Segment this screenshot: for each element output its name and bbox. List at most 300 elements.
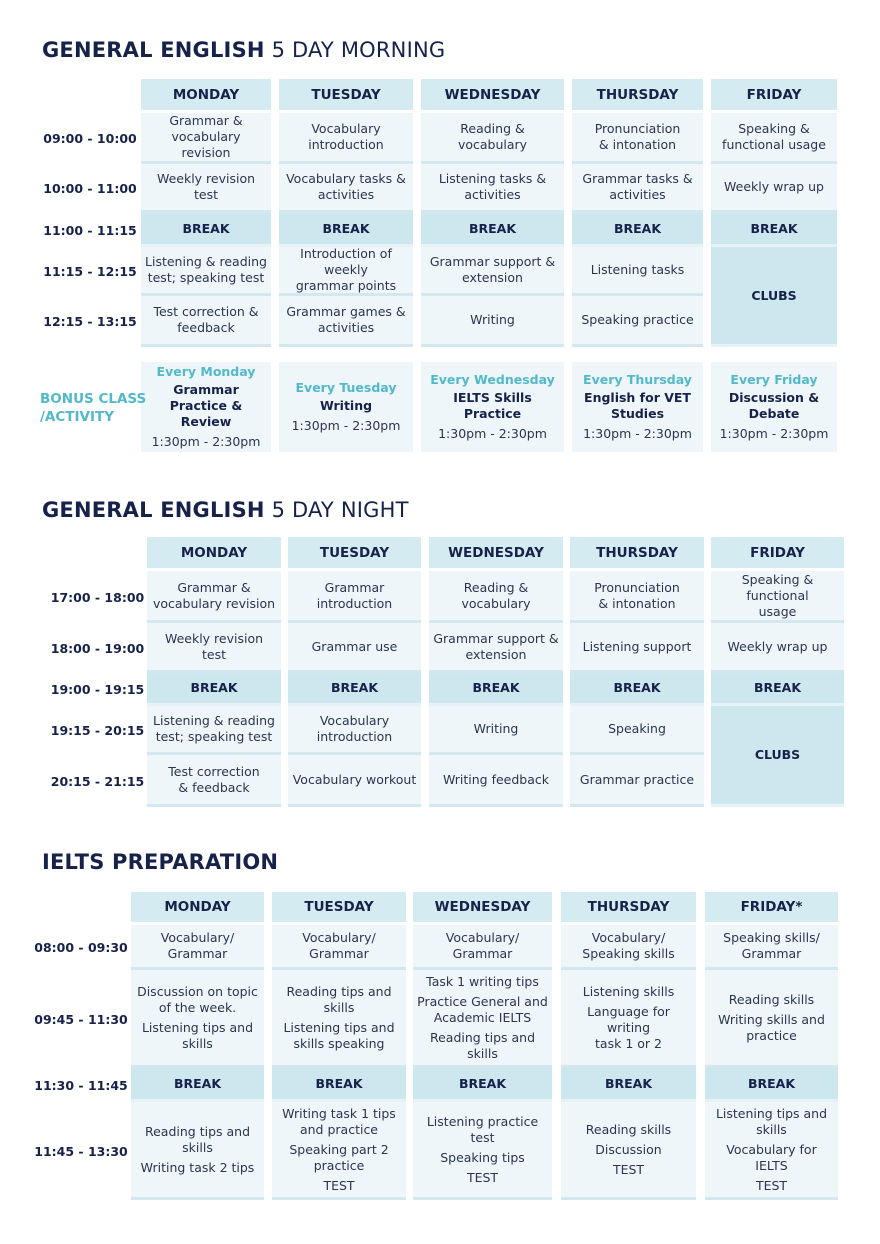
cell-text: vocabulary revision bbox=[152, 595, 276, 611]
cell-text: Language for writing bbox=[587, 1003, 670, 1035]
cell-text: English for VET bbox=[584, 390, 691, 405]
cell-text: FRIDAY bbox=[750, 544, 805, 561]
cell-text: BREAK bbox=[747, 1075, 796, 1091]
lesson-cell bbox=[131, 925, 264, 970]
cell-text: Writing bbox=[319, 398, 373, 413]
lesson-cell bbox=[279, 247, 413, 296]
cell-text: Speaking bbox=[608, 721, 666, 736]
day-header-friday bbox=[705, 892, 838, 925]
lesson-cell bbox=[279, 164, 413, 213]
cell-text: Grammar bbox=[167, 946, 228, 961]
lesson-cell bbox=[279, 113, 413, 164]
lesson-cell bbox=[288, 571, 421, 623]
cell-text: MONDAY bbox=[180, 544, 248, 561]
cell-text: & feedback bbox=[178, 779, 250, 795]
cell-item bbox=[289, 1142, 388, 1174]
cell-text: 1:30pm - 2:30pm bbox=[583, 426, 692, 441]
time-slot bbox=[36, 1102, 126, 1200]
bonus-class-cell bbox=[572, 362, 703, 452]
cell-text: 1:30pm - 2:30pm bbox=[151, 434, 261, 449]
cell-text: Writing task 2 tips bbox=[140, 1159, 255, 1175]
lesson-cell bbox=[705, 925, 838, 970]
section1-title-light: 5 DAY MORNING bbox=[271, 38, 446, 62]
cell-text: and practice bbox=[299, 1121, 379, 1137]
lesson-cell bbox=[413, 1102, 552, 1200]
time-slot bbox=[50, 571, 145, 623]
day-header-friday bbox=[711, 537, 844, 571]
cell-text: BREAK bbox=[322, 220, 370, 236]
break-cell bbox=[572, 213, 703, 247]
cell-text: Grammar support & bbox=[433, 630, 559, 646]
cell-item bbox=[282, 1106, 396, 1138]
day-header-thursday bbox=[572, 79, 703, 113]
cell-text: Weekly wrap up bbox=[727, 638, 828, 654]
lesson-cell bbox=[429, 706, 563, 755]
cell-text: Grammar & bbox=[177, 579, 251, 595]
lesson-cell bbox=[147, 755, 281, 807]
cell-text: 11:15 - 12:15 bbox=[43, 264, 137, 279]
lesson-cell bbox=[272, 1102, 406, 1200]
lesson-cell bbox=[705, 1102, 838, 1200]
cell-item bbox=[426, 974, 539, 990]
day-header-wednesday bbox=[421, 79, 564, 113]
section3-title-bold: IELTS PREPARATION bbox=[42, 850, 279, 874]
lesson-cell bbox=[141, 296, 271, 347]
break-cell bbox=[561, 1068, 696, 1102]
lesson-cell bbox=[711, 113, 837, 164]
lesson-cell bbox=[272, 970, 406, 1068]
cell-text: introduction bbox=[316, 729, 393, 744]
day-header-wednesday bbox=[429, 537, 563, 571]
cell-item bbox=[613, 1162, 644, 1178]
cell-text: Grammar games & bbox=[286, 304, 406, 319]
time-slot bbox=[50, 623, 145, 673]
cell-text: Pronunciation bbox=[594, 121, 681, 136]
lesson-cell bbox=[421, 247, 564, 296]
lesson-cell bbox=[561, 925, 696, 970]
cell-text: Test correction & bbox=[153, 304, 259, 319]
cell-text: BREAK bbox=[613, 680, 661, 695]
cell-text: TEST bbox=[755, 1177, 788, 1193]
lesson-cell bbox=[413, 970, 552, 1068]
cell-text: Every Thursday bbox=[583, 372, 692, 387]
cell-item bbox=[583, 984, 674, 1000]
cell-text: TUESDAY bbox=[319, 544, 390, 561]
cell-text: BREAK bbox=[190, 680, 238, 695]
lesson-cell bbox=[131, 1102, 264, 1200]
cell-text: Listening tasks & bbox=[438, 171, 547, 186]
cell-text: test bbox=[193, 187, 218, 202]
cell-text: Pronunciation bbox=[594, 579, 680, 595]
cell-item bbox=[729, 992, 814, 1008]
cell-text: Listening tasks bbox=[590, 262, 685, 277]
cell-text: test bbox=[201, 646, 226, 662]
cell-text: Speaking skills/ bbox=[723, 930, 820, 945]
cell-text: FRIDAY bbox=[746, 86, 802, 103]
cell-text: 12:15 - 13:15 bbox=[43, 314, 137, 329]
break-cell bbox=[147, 673, 281, 706]
lesson-cell bbox=[711, 623, 844, 673]
break-cell bbox=[421, 213, 564, 247]
section2-title-light: 5 DAY NIGHT bbox=[271, 498, 409, 522]
cell-item bbox=[417, 1030, 548, 1062]
cell-text: Practice General and bbox=[417, 993, 548, 1009]
cell-item bbox=[756, 1178, 787, 1194]
section1-title bbox=[42, 38, 445, 62]
lesson-cell bbox=[288, 706, 421, 755]
break-cell bbox=[705, 1068, 838, 1102]
cell-text: Speaking & bbox=[738, 121, 810, 136]
lesson-cell bbox=[421, 296, 564, 347]
cell-text: IELTS Skills Practice bbox=[453, 390, 532, 421]
cell-text: BREAK bbox=[182, 220, 230, 236]
day-header-wednesday bbox=[413, 892, 552, 925]
cell-item bbox=[718, 1012, 825, 1044]
cell-text: Grammar bbox=[741, 946, 802, 961]
cell-text: Listening tips and bbox=[715, 1105, 828, 1121]
cell-text: WEDNESDAY bbox=[434, 899, 531, 915]
cell-text: Vocabulary/ bbox=[302, 930, 376, 945]
cell-item bbox=[440, 1150, 525, 1166]
cell-text: 10:00 - 11:00 bbox=[43, 181, 137, 196]
cell-text: Writing bbox=[470, 312, 515, 327]
cell-text: BREAK bbox=[750, 220, 798, 236]
cell-text: FRIDAY* bbox=[740, 899, 803, 915]
cell-text: test; speaking test bbox=[147, 270, 265, 285]
lesson-cell bbox=[288, 623, 421, 673]
lesson-cell bbox=[570, 623, 704, 673]
lesson-cell bbox=[141, 113, 271, 164]
cell-item bbox=[137, 984, 258, 1016]
lesson-cell bbox=[147, 706, 281, 755]
day-header-monday bbox=[141, 79, 271, 113]
cell-text: & intonation bbox=[598, 137, 677, 152]
section1-title-bold: GENERAL ENGLISH bbox=[42, 38, 265, 62]
cell-text: feedback bbox=[177, 320, 235, 335]
section2-title bbox=[42, 498, 409, 522]
cell-text: Grammar bbox=[452, 946, 513, 961]
cell-text: Weekly revision bbox=[164, 630, 264, 646]
time-slot bbox=[50, 706, 145, 755]
cell-text: 11:30 - 11:45 bbox=[34, 1077, 128, 1093]
day-header-tuesday bbox=[272, 892, 406, 925]
cell-item bbox=[323, 1178, 354, 1194]
cell-text: Writing feedback bbox=[442, 771, 550, 787]
bonus-class-cell bbox=[711, 362, 837, 452]
lesson-cell bbox=[711, 571, 844, 623]
cell-text: 09:45 - 11:30 bbox=[34, 1011, 128, 1027]
lesson-cell bbox=[421, 113, 564, 164]
cell-text: vocabulary revision bbox=[171, 129, 241, 160]
break-cell bbox=[131, 1068, 264, 1102]
cell-item bbox=[417, 1114, 548, 1146]
break-cell bbox=[429, 673, 563, 706]
cell-text: 19:15 - 20:15 bbox=[50, 723, 145, 738]
lesson-cell bbox=[279, 296, 413, 347]
cell-text: Studies bbox=[610, 406, 665, 421]
cell-text: CLUBS bbox=[751, 287, 797, 303]
cell-text: activities bbox=[317, 187, 375, 202]
lesson-cell bbox=[561, 970, 696, 1068]
cell-text: Reading & vocabulary bbox=[461, 579, 531, 611]
cell-text: BREAK bbox=[458, 1075, 507, 1091]
bonus-class-label: BONUS CLASS /ACTIVITY bbox=[40, 391, 147, 425]
cell-item bbox=[142, 1020, 253, 1052]
time-slot bbox=[40, 296, 140, 347]
break-cell bbox=[272, 1068, 406, 1102]
cell-item bbox=[595, 1142, 661, 1158]
break-cell bbox=[279, 213, 413, 247]
cell-text: Reading tips and skills bbox=[429, 1029, 536, 1061]
cell-text: BREAK bbox=[604, 1075, 653, 1091]
cell-text: Weekly revision bbox=[156, 171, 256, 186]
cell-text: Discussion & Debate bbox=[728, 390, 820, 421]
cell-text: Reading tips and bbox=[144, 1123, 251, 1139]
cell-text: practice bbox=[313, 1157, 365, 1173]
cell-text: task 1 or 2 bbox=[595, 1035, 662, 1051]
day-header-tuesday bbox=[288, 537, 421, 571]
lesson-cell bbox=[288, 755, 421, 807]
cell-item bbox=[145, 1124, 250, 1156]
cell-text: TEST bbox=[323, 1177, 355, 1193]
time-slot bbox=[36, 1068, 126, 1102]
lesson-cell bbox=[141, 247, 271, 296]
cell-text: 1:30pm - 2:30pm bbox=[291, 418, 401, 433]
lesson-cell bbox=[147, 571, 281, 623]
cell-text: activities bbox=[317, 320, 375, 335]
cell-text: test; speaking test bbox=[155, 729, 273, 744]
cell-text: activities bbox=[609, 187, 666, 202]
lesson-cell bbox=[711, 164, 837, 213]
cell-text: practice bbox=[746, 1027, 797, 1043]
day-header-thursday bbox=[570, 537, 704, 571]
cell-item bbox=[709, 1142, 834, 1174]
cell-text: Speaking part 2 bbox=[289, 1141, 389, 1157]
lesson-cell bbox=[147, 623, 281, 673]
bonus-class-cell bbox=[421, 362, 564, 452]
cell-text: BREAK bbox=[468, 220, 517, 236]
cell-text: 19:00 - 19:15 bbox=[50, 682, 145, 697]
bonus-class-cell bbox=[141, 362, 271, 452]
cell-item bbox=[586, 1122, 671, 1138]
cell-text: WEDNESDAY bbox=[448, 544, 544, 561]
time-slot bbox=[40, 247, 140, 296]
cell-text: Speaking skills bbox=[582, 946, 675, 961]
time-slot bbox=[40, 213, 140, 247]
lesson-cell bbox=[572, 247, 703, 296]
cell-text: Weekly wrap up bbox=[724, 179, 824, 194]
cell-text: TUESDAY bbox=[304, 899, 374, 915]
clubs-cell bbox=[711, 247, 837, 347]
lesson-cell bbox=[413, 925, 552, 970]
cell-text: 1:30pm - 2:30pm bbox=[719, 426, 829, 441]
cell-text: Grammar Practice & bbox=[169, 382, 243, 413]
cell-text: Vocabulary/ bbox=[591, 930, 666, 945]
cell-text: BREAK bbox=[315, 1075, 363, 1091]
day-header-friday bbox=[711, 79, 837, 113]
cell-text: Listening practice test bbox=[426, 1113, 539, 1145]
lesson-cell bbox=[570, 755, 704, 807]
break-cell bbox=[141, 213, 271, 247]
cell-text: Listening & reading bbox=[145, 254, 267, 269]
cell-text: WEDNESDAY bbox=[444, 86, 541, 103]
cell-text: skills bbox=[323, 999, 355, 1015]
section2-title-bold: GENERAL ENGLISH bbox=[42, 498, 265, 522]
day-header-monday bbox=[147, 537, 281, 571]
lesson-cell bbox=[572, 113, 703, 164]
cell-text: skills speaking bbox=[293, 1035, 385, 1051]
break-cell bbox=[288, 673, 421, 706]
cell-text: usage bbox=[758, 603, 797, 619]
cell-text: Introduction of weekly bbox=[300, 246, 392, 277]
day-header-tuesday bbox=[279, 79, 413, 113]
cell-text: Every Friday bbox=[730, 372, 818, 387]
cell-text: TEST bbox=[466, 1169, 499, 1185]
cell-text: Reading skills bbox=[585, 1121, 672, 1137]
cell-item bbox=[417, 994, 548, 1026]
cell-item bbox=[141, 1160, 255, 1176]
cell-text: Writing task 1 tips bbox=[282, 1105, 396, 1121]
cell-text: Discussion bbox=[595, 1141, 662, 1157]
lesson-cell bbox=[572, 164, 703, 213]
lesson-cell bbox=[429, 755, 563, 807]
lesson-cell bbox=[421, 164, 564, 213]
cell-text: skills bbox=[182, 1035, 213, 1051]
cell-text: BREAK bbox=[330, 680, 379, 695]
time-slot bbox=[40, 113, 140, 164]
cell-item bbox=[565, 1004, 692, 1052]
cell-text: 09:00 - 10:00 bbox=[43, 131, 137, 146]
section3-title bbox=[42, 850, 278, 874]
lesson-cell bbox=[705, 970, 838, 1068]
cell-text: Reading & vocabulary bbox=[457, 121, 528, 152]
lesson-cell bbox=[141, 164, 271, 213]
cell-text: BREAK bbox=[753, 680, 802, 695]
lesson-cell bbox=[570, 706, 704, 755]
cell-text: Vocabulary bbox=[319, 713, 390, 728]
cell-text: Grammar & bbox=[169, 113, 243, 128]
cell-text: THURSDAY bbox=[596, 544, 678, 561]
lesson-cell bbox=[561, 1102, 696, 1200]
break-cell bbox=[413, 1068, 552, 1102]
cell-text: Listening & reading bbox=[153, 713, 275, 728]
cell-text: MONDAY bbox=[172, 86, 240, 103]
cell-text: Vocabulary bbox=[311, 121, 381, 136]
lesson-cell bbox=[429, 623, 563, 673]
lesson-cell bbox=[572, 296, 703, 347]
break-cell bbox=[711, 213, 837, 247]
cell-text: Speaking & functional bbox=[741, 571, 814, 603]
cell-text: Grammar bbox=[324, 579, 385, 595]
bonus-class-cell bbox=[279, 362, 413, 452]
cell-text: Reading tips and bbox=[286, 983, 392, 999]
cell-text: Writing skills and bbox=[718, 1011, 825, 1027]
lesson-cell bbox=[272, 925, 406, 970]
cell-item bbox=[467, 1170, 498, 1186]
cell-text: Grammar support & bbox=[429, 254, 556, 269]
cell-text: Grammar use bbox=[311, 638, 398, 654]
cell-text: Listening support bbox=[582, 638, 692, 654]
cell-text: introduction bbox=[316, 595, 393, 611]
time-slot bbox=[40, 164, 140, 213]
cell-text: Test correction bbox=[168, 763, 260, 779]
cell-item bbox=[716, 1106, 827, 1138]
cell-text: Listening tips and bbox=[283, 1019, 395, 1035]
cell-text: activities bbox=[464, 187, 521, 202]
cell-text: MONDAY bbox=[164, 899, 231, 915]
cell-text: 08:00 - 09:30 bbox=[34, 940, 128, 955]
cell-text: Every Tuesday bbox=[295, 380, 397, 395]
cell-text: Vocabulary for IELTS bbox=[726, 1141, 817, 1173]
lesson-cell bbox=[429, 571, 563, 623]
cell-text: THURSDAY bbox=[596, 86, 679, 103]
cell-text: grammar points bbox=[295, 278, 397, 293]
cell-text: Vocabulary/ bbox=[160, 930, 235, 945]
cell-text: introduction bbox=[308, 137, 384, 152]
clubs-cell bbox=[711, 706, 844, 807]
cell-text: BREAK bbox=[613, 220, 662, 236]
time-slot bbox=[50, 755, 145, 807]
break-cell bbox=[711, 673, 844, 706]
cell-text: BREAK bbox=[173, 1075, 222, 1091]
cell-text: Speaking practice bbox=[581, 312, 694, 327]
cell-text: Every Monday bbox=[156, 364, 256, 379]
cell-text: Vocabulary tasks & bbox=[286, 171, 406, 186]
cell-text: BREAK bbox=[472, 680, 520, 695]
day-header-monday bbox=[131, 892, 264, 925]
time-slot bbox=[36, 970, 126, 1068]
break-cell bbox=[570, 673, 704, 706]
time-slot bbox=[50, 673, 145, 706]
cell-text: skills bbox=[182, 1139, 213, 1155]
cell-text: TEST bbox=[612, 1161, 645, 1177]
cell-text: 17:00 - 18:00 bbox=[50, 589, 145, 605]
cell-text: Academic IELTS bbox=[433, 1009, 532, 1025]
cell-text: & intonation bbox=[598, 595, 676, 611]
cell-text: Vocabulary/ bbox=[445, 930, 520, 945]
cell-text: functional usage bbox=[722, 137, 826, 152]
cell-text: TUESDAY bbox=[311, 86, 381, 103]
cell-item bbox=[283, 1020, 394, 1052]
cell-text: skills bbox=[756, 1121, 787, 1137]
cell-text: THURSDAY bbox=[587, 899, 670, 915]
cell-text: 18:00 - 19:00 bbox=[50, 640, 145, 656]
cell-text: Task 1 writing tips bbox=[426, 973, 539, 989]
cell-item bbox=[286, 984, 391, 1016]
cell-text: CLUBS bbox=[754, 747, 801, 762]
cell-text: Grammar tasks & bbox=[582, 171, 693, 186]
cell-text: Review bbox=[180, 414, 232, 429]
cell-text: Vocabulary workout bbox=[292, 771, 417, 787]
cell-text: 11:45 - 13:30 bbox=[34, 1143, 128, 1159]
cell-text: Listening tips and bbox=[141, 1019, 254, 1035]
lesson-cell bbox=[570, 571, 704, 623]
cell-text: Listening skills bbox=[582, 983, 675, 999]
cell-text: Discussion on topic bbox=[137, 983, 258, 999]
cell-text: Every Wednesday bbox=[430, 372, 555, 387]
cell-text: Grammar bbox=[309, 946, 369, 961]
cell-text: 1:30pm - 2:30pm bbox=[438, 426, 547, 441]
cell-text: extension bbox=[462, 270, 523, 285]
cell-text: Grammar practice bbox=[579, 771, 695, 787]
cell-text: 20:15 - 21:15 bbox=[50, 773, 145, 789]
lesson-cell bbox=[131, 970, 264, 1068]
cell-text: of the week. bbox=[158, 999, 237, 1015]
cell-text: 11:00 - 11:15 bbox=[43, 222, 137, 238]
day-header-thursday bbox=[561, 892, 696, 925]
time-slot bbox=[36, 925, 126, 970]
cell-text: extension bbox=[465, 646, 527, 662]
